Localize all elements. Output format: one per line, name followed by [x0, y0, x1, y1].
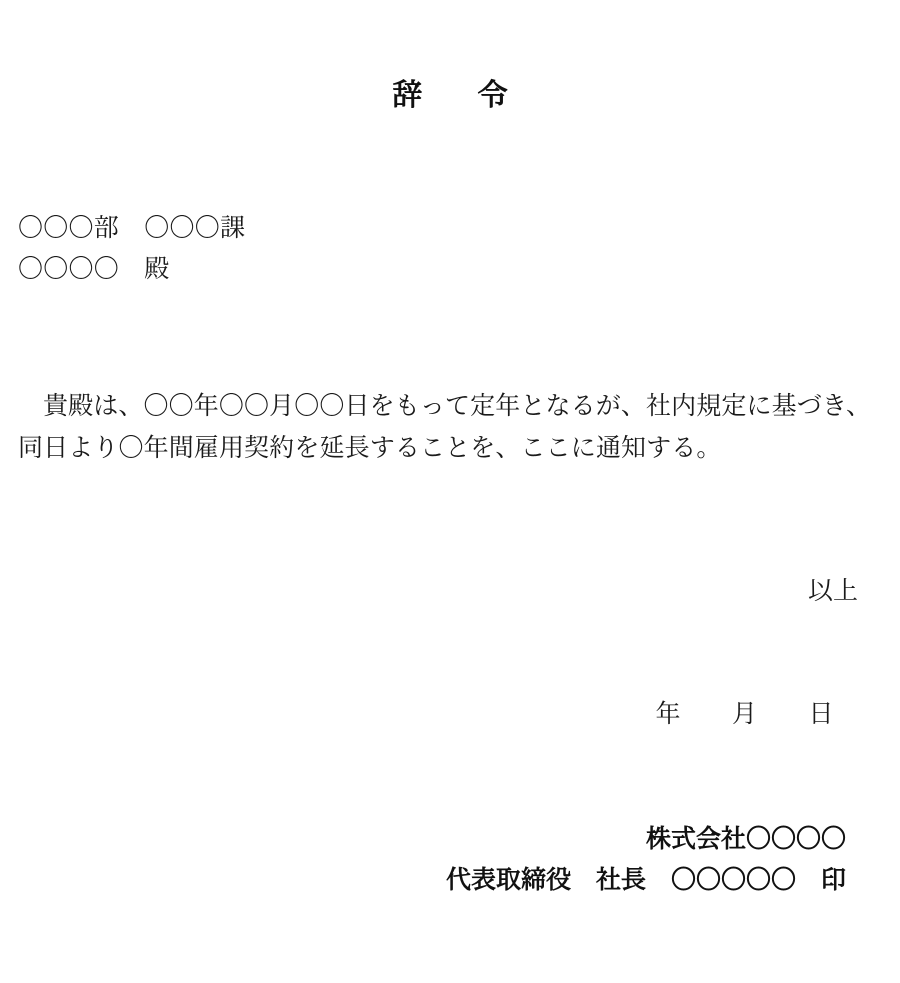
representative-line: 代表取締役 社長 〇〇〇〇〇 印	[445, 864, 846, 894]
addressee-department-line: 〇〇〇部 〇〇〇課	[18, 213, 246, 242]
addressee-block	[18, 208, 882, 289]
date-line: 年 月 日	[655, 699, 834, 728]
body-block	[18, 385, 882, 469]
document-page	[0, 78, 900, 983]
page-title: 辞 令	[392, 78, 521, 113]
closing-text: 以上	[807, 576, 858, 605]
addressee-name-line: 〇〇〇〇 殿	[18, 253, 170, 283]
body-paragraph: 貴殿は、〇〇年〇〇月〇〇日をもって定年となるが、社内規定に基づき、同日より〇年間雇用契約を延長することを、ここに通知する。	[18, 391, 872, 462]
signature-block	[18, 819, 882, 900]
company-name-line: 株式会社〇〇〇〇	[645, 824, 846, 853]
